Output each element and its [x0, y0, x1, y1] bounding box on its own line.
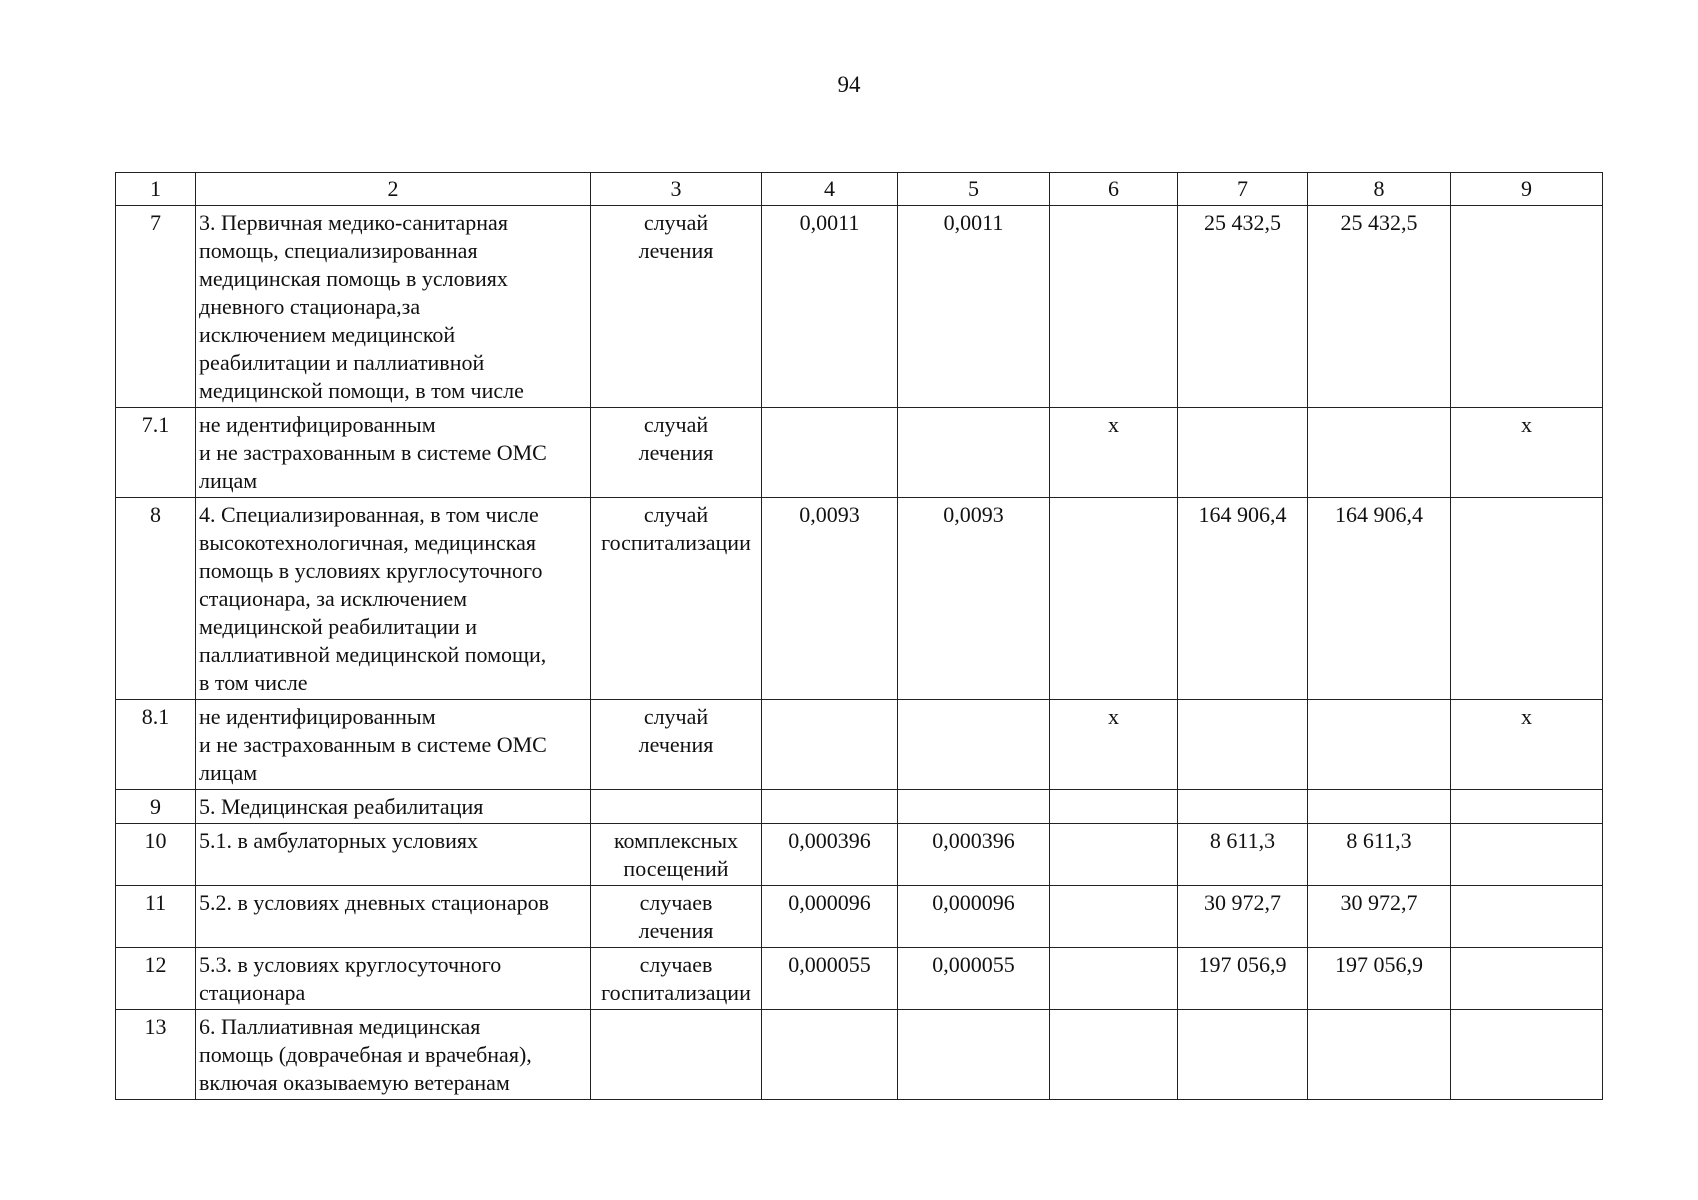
table-row: [116, 824, 1603, 886]
cell-unit: [591, 1010, 762, 1100]
page-number: 94: [837, 72, 861, 97]
cell-value-4: [762, 1010, 898, 1100]
cell-value-8: [1308, 1010, 1451, 1100]
table-row: [116, 886, 1603, 948]
cell-value-6: [1050, 206, 1178, 408]
cell-unit: случай лечения: [591, 408, 762, 498]
table-header-row: [116, 173, 1603, 206]
cell-value-9: [1451, 206, 1603, 408]
cell-row-number: 11: [116, 886, 196, 948]
cell-row-number: 9: [116, 790, 196, 824]
cell-value-7: 30 972,7: [1178, 886, 1308, 948]
cell-value-5: 0,000055: [898, 948, 1050, 1010]
cell-value-8: [1308, 700, 1451, 790]
cell-value-9: [1451, 886, 1603, 948]
header-cell-2: 2: [196, 173, 591, 206]
cell-value-4: 0,000055: [762, 948, 898, 1010]
cell-value-4: 0,000396: [762, 824, 898, 886]
cell-value-9: [1451, 824, 1603, 886]
data-table: [115, 172, 1603, 1100]
cell-value-4: 0,0093: [762, 498, 898, 700]
cell-indicator-name: 5.2. в условиях дневных стационаров: [196, 886, 591, 948]
cell-row-number: 13: [116, 1010, 196, 1100]
header-cell-7: 7: [1178, 173, 1308, 206]
cell-value-5: [898, 790, 1050, 824]
cell-value-6: [1050, 790, 1178, 824]
cell-value-8: 30 972,7: [1308, 886, 1451, 948]
header-cell-1: 1: [116, 173, 196, 206]
cell-value-6: [1050, 948, 1178, 1010]
cell-value-5: 0,0093: [898, 498, 1050, 700]
cell-unit: случай лечения: [591, 700, 762, 790]
cell-value-6: [1050, 886, 1178, 948]
cell-value-7: 197 056,9: [1178, 948, 1308, 1010]
cell-value-9: [1451, 1010, 1603, 1100]
cell-value-6: х: [1050, 408, 1178, 498]
cell-unit: комплексных посещений: [591, 824, 762, 886]
cell-row-number: 10: [116, 824, 196, 886]
cell-value-8: 197 056,9: [1308, 948, 1451, 1010]
cell-value-5: 0,000096: [898, 886, 1050, 948]
cell-value-7: 8 611,3: [1178, 824, 1308, 886]
cell-value-9: [1451, 498, 1603, 700]
cell-value-7: 25 432,5: [1178, 206, 1308, 408]
cell-indicator-name: 5.1. в амбулаторных условиях: [196, 824, 591, 886]
cell-indicator-name: 5. Медицинская реабилитация: [196, 790, 591, 824]
table-body: [116, 173, 1603, 1100]
cell-value-7: [1178, 408, 1308, 498]
cell-value-5: [898, 408, 1050, 498]
cell-indicator-name: 4. Специализированная, в том числе высокотехнологичная, медицинская помощь в условиях круглосуточного стационара, за исключением медицинской реабилитации и паллиативной медицинской помощи, в том числе: [196, 498, 591, 700]
cell-value-6: [1050, 1010, 1178, 1100]
cell-indicator-name: 6. Паллиативная медицинская помощь (доврачебная и врачебная), включая оказываемую ветеранам: [196, 1010, 591, 1100]
cell-indicator-name: 3. Первичная медико-санитарная помощь, специализированная медицинская помощь в условиях дневного стационара,за исключением медицинской реабилитации и паллиативной медицинской помощи, в том числе: [196, 206, 591, 408]
cell-value-8: 8 611,3: [1308, 824, 1451, 886]
cell-value-4: [762, 790, 898, 824]
cell-row-number: 12: [116, 948, 196, 1010]
cell-value-5: [898, 700, 1050, 790]
header-cell-8: 8: [1308, 173, 1451, 206]
table-row: [116, 790, 1603, 824]
cell-row-number: 8: [116, 498, 196, 700]
cell-row-number: 7: [116, 206, 196, 408]
cell-value-4: [762, 700, 898, 790]
cell-value-9: [1451, 790, 1603, 824]
cell-value-5: 0,000396: [898, 824, 1050, 886]
cell-value-7: [1178, 1010, 1308, 1100]
cell-value-6: [1050, 498, 1178, 700]
table-row: [116, 1010, 1603, 1100]
cell-value-7: 164 906,4: [1178, 498, 1308, 700]
cell-value-4: 0,000096: [762, 886, 898, 948]
cell-value-5: [898, 1010, 1050, 1100]
cell-value-6: [1050, 824, 1178, 886]
cell-value-7: [1178, 790, 1308, 824]
cell-row-number: 8.1: [116, 700, 196, 790]
header-cell-4: 4: [762, 173, 898, 206]
cell-value-4: 0,0011: [762, 206, 898, 408]
cell-unit: случаев лечения: [591, 886, 762, 948]
cell-value-8: [1308, 790, 1451, 824]
cell-value-7: [1178, 700, 1308, 790]
cell-unit: случай лечения: [591, 206, 762, 408]
cell-value-4: [762, 408, 898, 498]
table-row: [116, 408, 1603, 498]
cell-unit: случай госпитализации: [591, 498, 762, 700]
table-row: [116, 498, 1603, 700]
cell-unit: случаев госпитализации: [591, 948, 762, 1010]
header-cell-9: 9: [1451, 173, 1603, 206]
cell-indicator-name: не идентифицированным и не застрахованным в системе ОМС лицам: [196, 408, 591, 498]
table-row: [116, 700, 1603, 790]
cell-value-9: х: [1451, 700, 1603, 790]
cell-value-5: 0,0011: [898, 206, 1050, 408]
cell-unit: [591, 790, 762, 824]
cell-indicator-name: не идентифицированным и не застрахованным в системе ОМС лицам: [196, 700, 591, 790]
table-row: [116, 948, 1603, 1010]
cell-row-number: 7.1: [116, 408, 196, 498]
cell-value-9: х: [1451, 408, 1603, 498]
header-cell-5: 5: [898, 173, 1050, 206]
cell-value-8: [1308, 408, 1451, 498]
cell-value-6: х: [1050, 700, 1178, 790]
cell-value-9: [1451, 948, 1603, 1010]
header-cell-3: 3: [591, 173, 762, 206]
cell-value-8: 25 432,5: [1308, 206, 1451, 408]
header-cell-6: 6: [1050, 173, 1178, 206]
cell-value-8: 164 906,4: [1308, 498, 1451, 700]
table-row: [116, 206, 1603, 408]
cell-indicator-name: 5.3. в условиях круглосуточного стационара: [196, 948, 591, 1010]
